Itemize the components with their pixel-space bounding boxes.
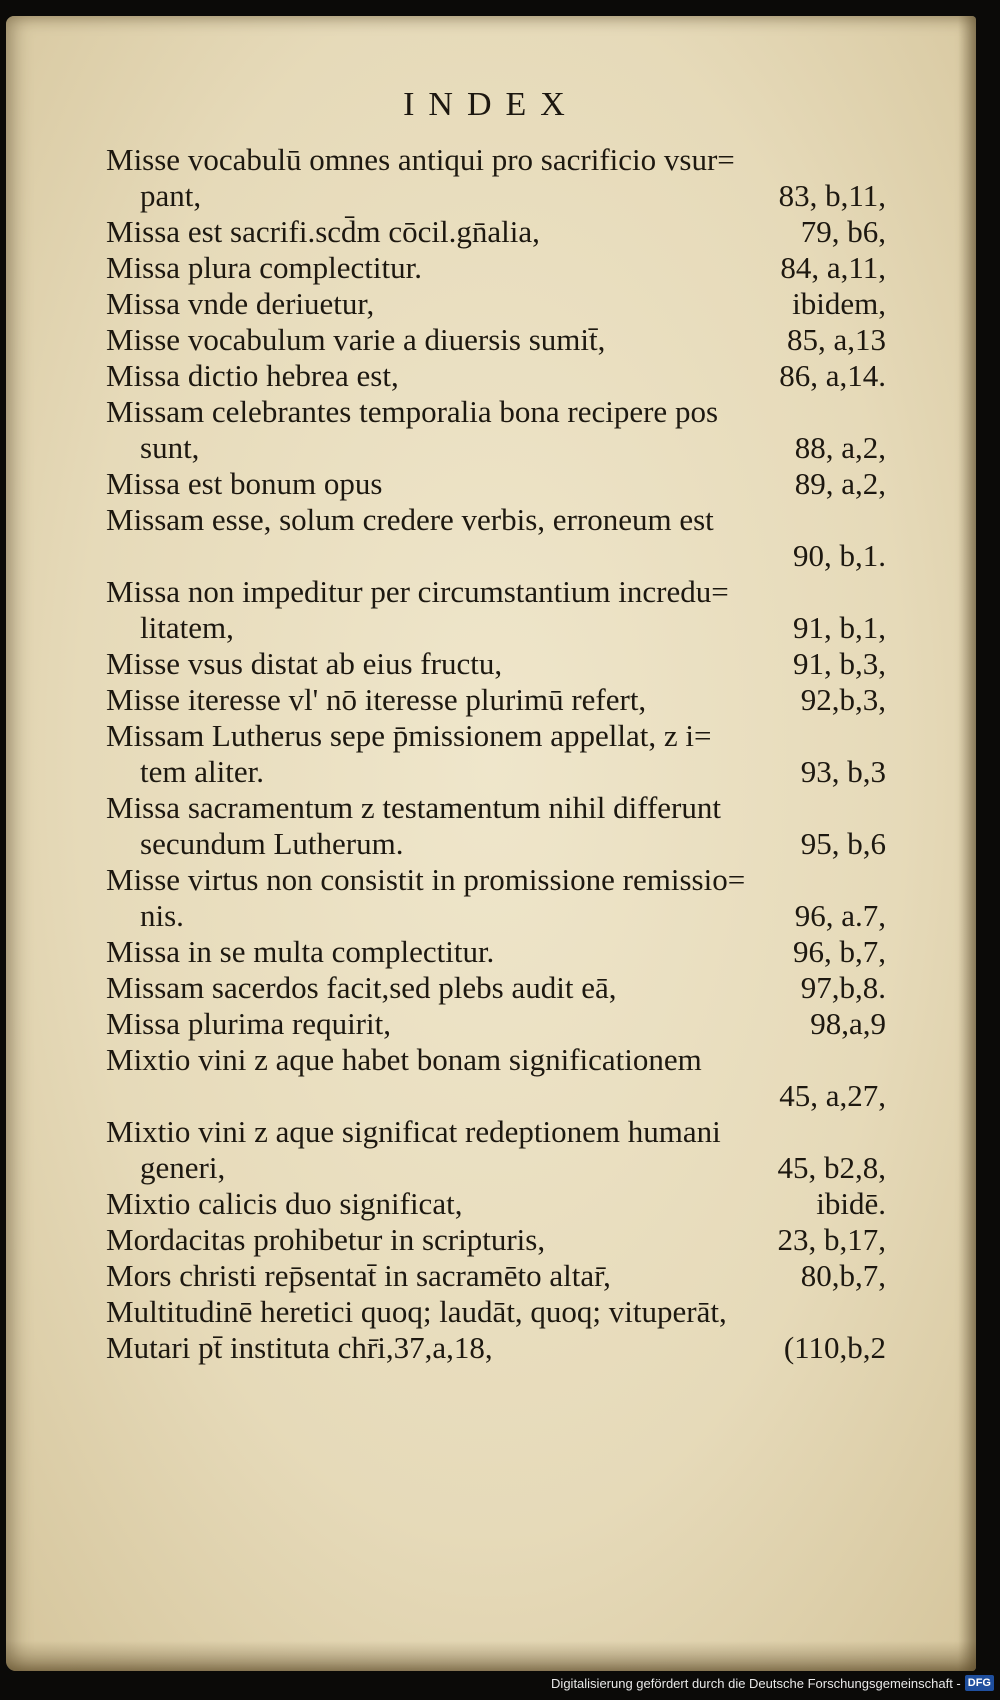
index-entry <box>106 1330 886 1366</box>
entry-reference: 45, b2,8, <box>777 1150 886 1185</box>
entry-continuation <box>106 754 886 790</box>
entry-continuation-text: tem aliter. <box>140 754 264 789</box>
index-entry <box>106 358 886 394</box>
entry-reference: 86, a,14. <box>779 358 886 393</box>
entry-line <box>106 574 886 610</box>
entry-reference: 84, a,11, <box>780 250 886 285</box>
index-entry <box>106 1114 886 1186</box>
entry-line <box>106 466 886 502</box>
entry-line <box>106 862 886 898</box>
entry-text: Missa dictio hebrea est, <box>106 358 399 393</box>
index-entry <box>106 1006 886 1042</box>
entry-reference: 89, a,2, <box>794 466 886 501</box>
entry-line <box>106 142 886 178</box>
entry-text: Mors christi rep̄sentat̄ in sacramēto altar̄, <box>106 1258 611 1293</box>
index-entry <box>106 250 886 286</box>
entry-text: Missa est bonum opus <box>106 466 383 501</box>
entry-reference: 83, b,11, <box>778 178 886 213</box>
index-entry <box>106 1042 886 1114</box>
entry-reference: 93, b,3 <box>800 754 886 789</box>
index-entry <box>106 322 886 358</box>
entry-text: Mixtio vini z aque habet bonam significationem <box>106 1042 702 1077</box>
entry-text: Missa non impeditur per circumstantium incredu= <box>106 574 729 609</box>
entry-line <box>106 1258 886 1294</box>
entry-text: Missa sacramentum z testamentum nihil differunt <box>106 790 721 825</box>
entry-text: Mixtio vini z aque significat redeptionem humani <box>106 1114 721 1149</box>
entry-text: Missam Lutherus sepe p̄missionem appellat, z i= <box>106 718 712 753</box>
entry-text: Mordacitas prohibetur in scripturis, <box>106 1222 546 1257</box>
entry-text: Missam sacerdos facit,sed plebs audit eā, <box>106 970 617 1005</box>
entry-line <box>106 934 886 970</box>
book-page <box>6 16 976 1671</box>
entry-text: Misse virtus non consistit in promissione remissio= <box>106 862 746 897</box>
entry-continuation-text: secundum Lutherum. <box>140 826 404 861</box>
index-entries <box>106 142 886 1366</box>
entry-line <box>106 970 886 1006</box>
index-entry <box>106 286 886 322</box>
index-entry <box>106 574 886 646</box>
entry-continuation <box>106 1150 886 1186</box>
entry-reference: 23, b,17, <box>777 1222 886 1257</box>
entry-reference: 97,b,8. <box>800 970 886 1005</box>
entry-reference: 45, a,27, <box>779 1078 886 1113</box>
footer-text: Digitalisierung gefördert durch die Deutsche Forschungsgemeinschaft - <box>551 1675 961 1691</box>
entry-line <box>106 286 886 322</box>
entry-continuation-text: nis. <box>140 898 184 933</box>
entry-line <box>106 646 886 682</box>
entry-line <box>106 718 886 754</box>
dfg-logo-badge: DFG <box>965 1675 994 1691</box>
entry-line <box>106 1042 886 1078</box>
entry-continuation <box>106 826 886 862</box>
entry-reference: (110,b,2 <box>783 1330 886 1365</box>
index-entry <box>106 790 886 862</box>
entry-text: Misse iteresse vl' nō iteresse plurimū refert, <box>106 682 647 717</box>
entry-line <box>106 502 886 538</box>
entry-reference: 79, b6, <box>800 214 886 249</box>
entry-continuation <box>106 430 886 466</box>
entry-line <box>106 214 886 250</box>
entry-line <box>106 1222 886 1258</box>
entry-line <box>106 1006 886 1042</box>
entry-reference: 96, a.7, <box>794 898 886 933</box>
entry-reference: ibidē. <box>816 1186 886 1221</box>
entry-reference: 95, b,6 <box>800 826 886 861</box>
entry-text: Missa plurima requirit, <box>106 1006 391 1041</box>
entry-continuation-text: sunt, <box>140 430 200 465</box>
index-entry <box>106 934 886 970</box>
entry-line <box>106 1114 886 1150</box>
entry-text: Missa in se multa complectitur. <box>106 934 495 969</box>
index-entry <box>106 646 886 682</box>
entry-reference: 85, a,13 <box>786 322 886 357</box>
index-entry <box>106 1186 886 1222</box>
entry-line <box>106 1330 886 1366</box>
entry-continuation <box>106 178 886 214</box>
index-entry <box>106 502 886 574</box>
entry-reference: 88, a,2, <box>794 430 886 465</box>
index-entry <box>106 142 886 214</box>
entry-reference: 90, b,1. <box>793 538 886 573</box>
index-entry <box>106 466 886 502</box>
entry-text: Misse vsus distat ab eius fructu, <box>106 646 503 681</box>
entry-reference: 92,b,3, <box>800 682 886 717</box>
index-entry <box>106 718 886 790</box>
index-entry <box>106 970 886 1006</box>
entry-reference: 91, b,3, <box>793 646 886 681</box>
entry-text: Misse vocabulū omnes antiqui pro sacrificio vsur= <box>106 142 735 177</box>
entry-text: Missa est sacrifi.scd̄m cōcil.gn̄alia, <box>106 214 540 249</box>
entry-line <box>106 394 886 430</box>
page-header: INDEX <box>403 86 579 123</box>
entry-text: Missa vnde deriuetur, <box>106 286 375 321</box>
entry-text: Multitudinē heretici quoq; laudāt, quoq; vituperāt, <box>106 1294 727 1329</box>
index-entry <box>106 394 886 466</box>
index-entry <box>106 862 886 934</box>
entry-reference: 80,b,7, <box>800 1258 886 1293</box>
entry-line <box>106 1186 886 1222</box>
entry-continuation <box>106 610 886 646</box>
entry-line <box>106 682 886 718</box>
entry-continuation-text: litatem, <box>140 610 234 645</box>
entry-text: Misse vocabulum varie a diuersis sumit̄, <box>106 322 606 357</box>
entry-text: Missa plura complectitur. <box>106 250 422 285</box>
entry-text: Missam celebrantes temporalia bona recipere pos <box>106 394 719 429</box>
entry-continuation <box>106 898 886 934</box>
index-entry <box>106 1294 886 1330</box>
entry-text: Mutari pt̄ instituta chr̄i,37,a,18, <box>106 1330 493 1365</box>
index-entry <box>106 1258 886 1294</box>
entry-reference: 98,a,9 <box>810 1006 886 1041</box>
entry-reference: ibidem, <box>792 286 886 321</box>
index-entry <box>106 214 886 250</box>
entry-reference: 96, b,7, <box>793 934 886 969</box>
index-entry <box>106 682 886 718</box>
entry-line <box>106 322 886 358</box>
entry-reference: 91, b,1, <box>793 610 886 645</box>
entry-line <box>106 358 886 394</box>
page-bottom-shadow <box>6 1641 976 1671</box>
digitization-footer <box>551 1672 994 1694</box>
entry-line <box>106 790 886 826</box>
entry-text: Mixtio calicis duo significat, <box>106 1186 463 1221</box>
index-entry <box>106 1222 886 1258</box>
page-edge-shadow <box>958 16 976 1671</box>
entry-text: Missam esse, solum credere verbis, erroneum est <box>106 502 714 537</box>
entry-continuation-text: generi, <box>140 1150 226 1185</box>
entry-continuation-text: pant, <box>140 178 202 213</box>
entry-line <box>106 1294 886 1330</box>
entry-line <box>106 250 886 286</box>
